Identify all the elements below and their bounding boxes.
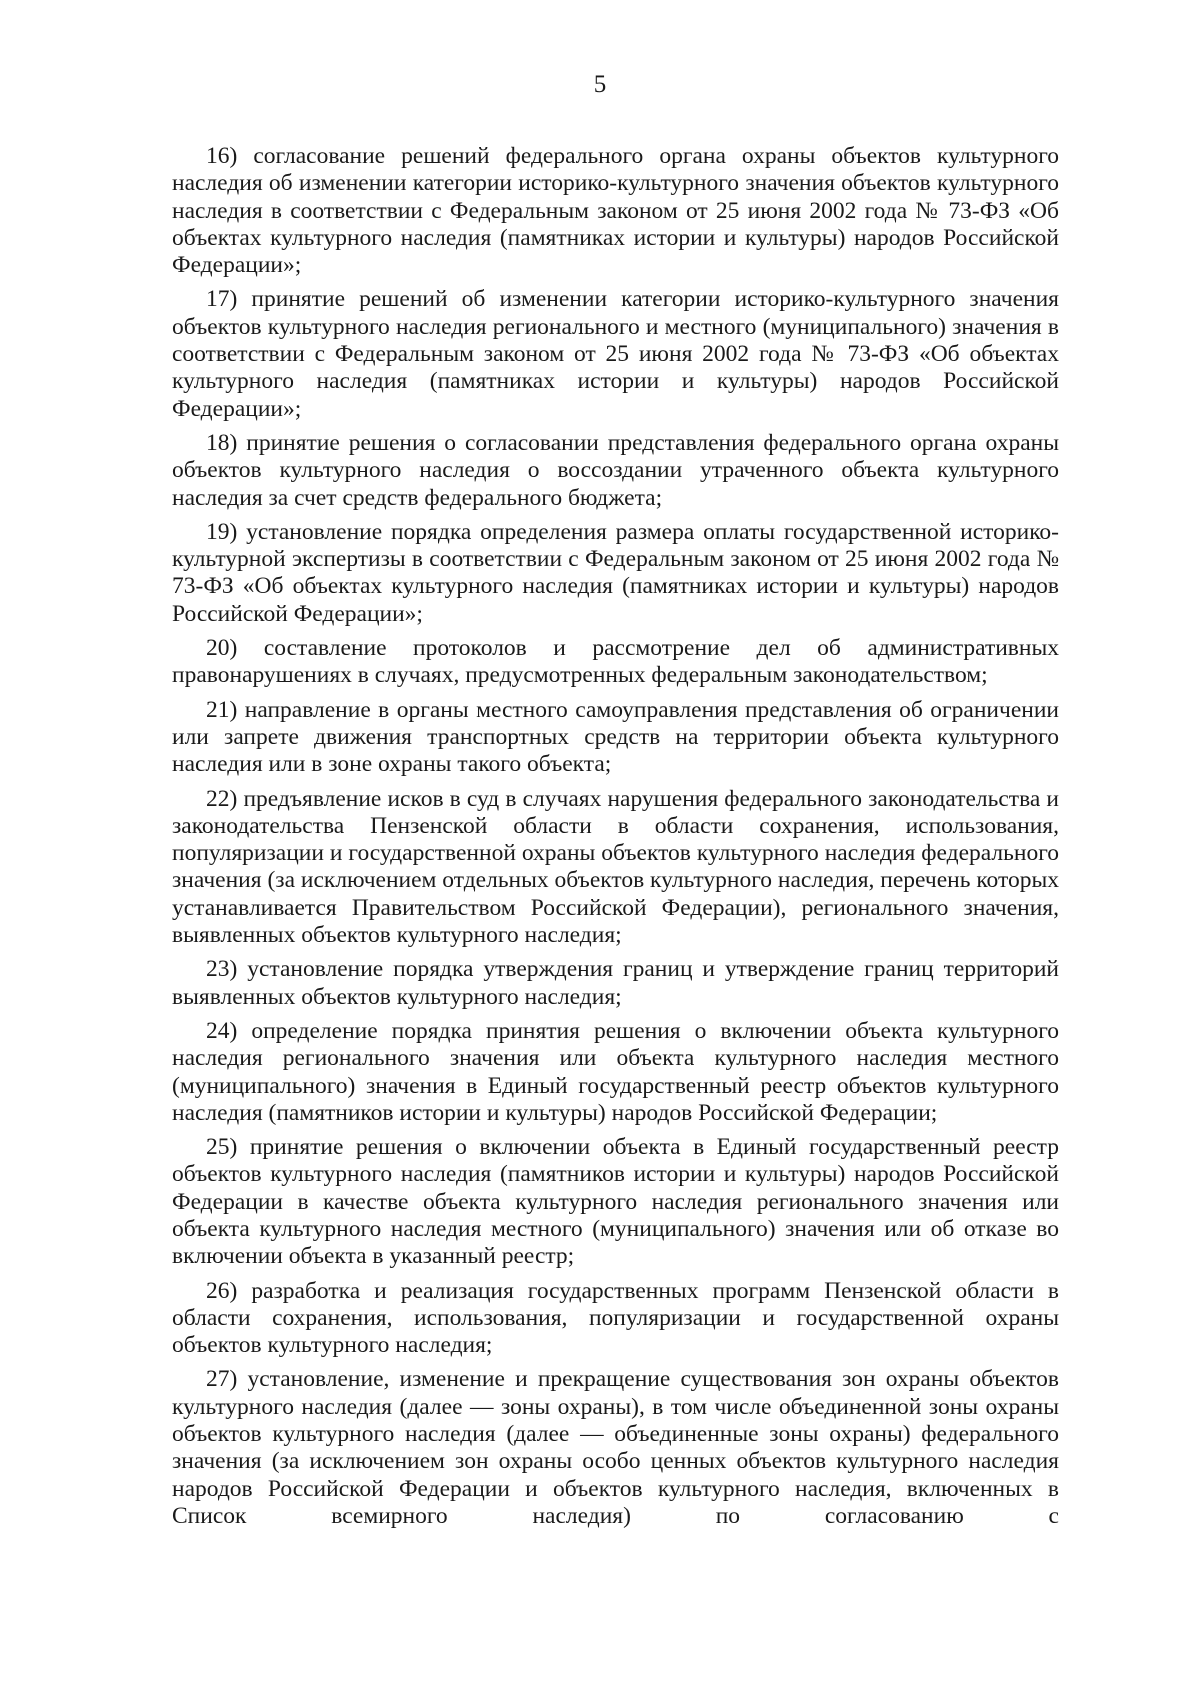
list-item-17: 17) принятие решений об изменении категории историко-культурного значения объектов культурного наследия регионального и местного (муниципального) значения в соответствии с Федеральным законом от 25 июня 2002 года № 73-ФЗ «Об объектах культурного наследия (памятниках истории и культуры) народов Российской Федерации»; [172, 286, 1059, 422]
list-item-25: 25) принятие решения о включении объекта в Единый государственный реестр объектов культурного наследия (памятников истории и культуры) народов Российской Федерации в качестве объекта культурного наследия регионального значения или объекта культурного наследия местного (муниципального) значения или об отказе во включении объекта в указанный реестр; [172, 1134, 1059, 1270]
list-item-23: 23) установление порядка утверждения границ и утверждение границ территорий выявленных объектов культурного наследия; [172, 956, 1059, 1010]
list-item-16: 16) согласование решений федерального органа охраны объектов культурного наследия об изменении категории историко-культурного значения объектов культурного наследия в соответствии с Федеральным законом от 25 июня 2002 года № 73-ФЗ «Об объектах культурного наследия (памятниках истории и культуры) народов Российской Федерации»; [172, 143, 1059, 279]
document-body [172, 143, 1059, 1537]
list-item-24: 24) определение порядка принятия решения о включении объекта культурного наследия регионального значения или объекта культурного наследия местного (муниципального) значения в Единый государственный реестр объектов культурного наследия (памятников истории и культуры) народов Российской Федерации; [172, 1017, 1059, 1126]
list-item-19: 19) установление порядка определения размера оплаты государственной историко-культурной экспертизы в соответствии с Федеральным законом от 25 июня 2002 года № 73-ФЗ «Об объектах культурного наследия (памятниках истории и культуры) народов Российской Федерации»; [172, 518, 1059, 627]
list-item-22: 22) предъявление исков в суд в случаях нарушения федерального законодательства и законодательства Пензенской области в области сохранения, использования, популяризации и государственной охраны объектов культурного наследия федерального значения (за исключением отдельных объектов культурного наследия, перечень которых устанавливается Правительством Российской Федерации), регионального значения, выявленных объектов культурного наследия; [172, 785, 1059, 949]
list-item-20: 20) составление протоколов и рассмотрение дел об административных правонарушениях в случаях, предусмотренных федеральным законодательством; [172, 635, 1059, 689]
list-item-26: 26) разработка и реализация государственных программ Пензенской области в области сохранения, использования, популяризации и государственной охраны объектов культурного наследия; [172, 1277, 1059, 1359]
list-item-21: 21) направление в органы местного самоуправления представления об ограничении или запрете движения транспортных средств на территории объекта культурного наследия или в зоне охраны такого объекта; [172, 696, 1059, 778]
list-item-27: 27) установление, изменение и прекращение существования зон охраны объектов культурного наследия (далее — зоны охраны), в том числе объединенной зоны охраны объектов культурного наследия (далее — объединенные зоны охраны) федерального значения (за исключением зон охраны особо ценных объектов культурного наследия народов Российской Федерации и объектов культурного наследия, включенных в Список всемирного наследия) по согласованию с [172, 1366, 1059, 1529]
list-item-18: 18) принятие решения о согласовании представления федерального органа охраны объектов культурного наследия о воссоздании утраченного объекта культурного наследия за счет средств федерального бюджета; [172, 429, 1059, 511]
page-number: 5 [593, 71, 607, 98]
